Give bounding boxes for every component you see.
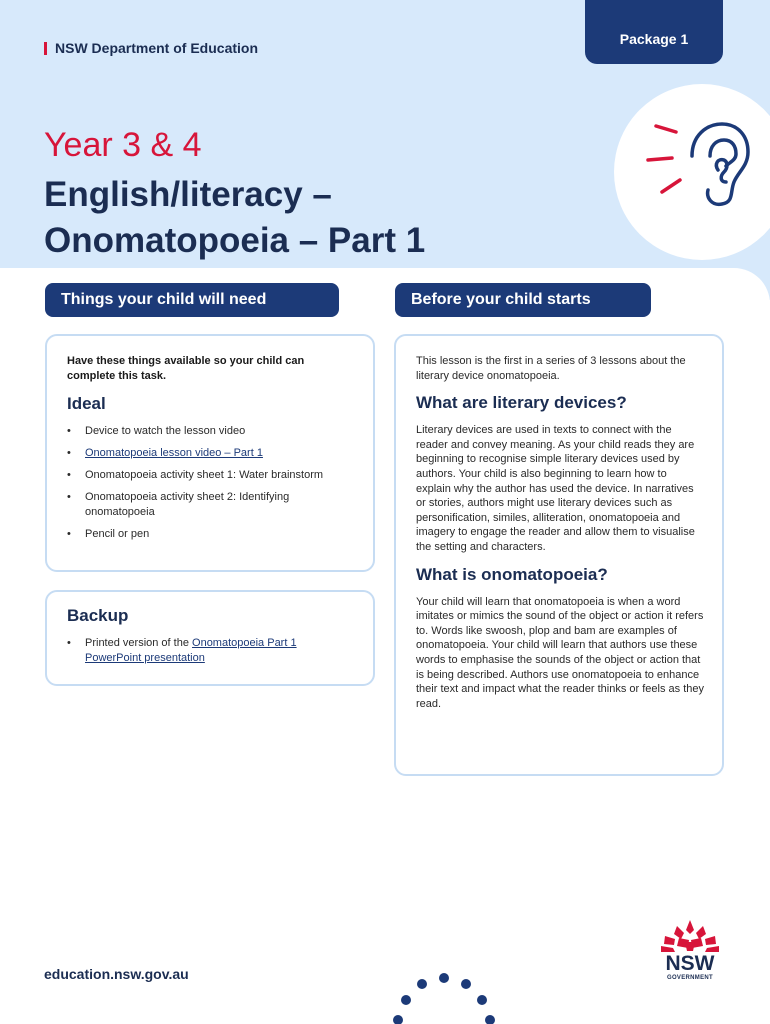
- department-label: [44, 40, 258, 56]
- list-item: [67, 446, 355, 461]
- decorative-dots: [380, 968, 510, 1024]
- red-accent-bar: [44, 42, 47, 55]
- nsw-logo-text: NSW: [665, 952, 715, 975]
- before-start-label: Before your child starts: [411, 291, 591, 308]
- nsw-logo-subtext: GOVERNMENT: [666, 975, 713, 981]
- list-item: • Pencil or pen: [67, 527, 355, 542]
- ideal-list: [67, 424, 355, 542]
- onomatopoeia-text: Your child will learn that onomatopoeia is when a word imitates or mimics the sound of the object or action it refers to. Words like swoosh, plop and bam are examples of onomatopoeia. Your child will learn that authors use these words to emphasise the sounds of the object or action that is being described. Authors use onomatopoeia to enhance their text and impact what the reader thinks or feels as they read.: [416, 595, 704, 710]
- literary-devices-heading: What are literary devices?: [416, 393, 627, 413]
- title-line-2: Onomatopoeia – Part 1: [44, 221, 426, 260]
- before-start-card: [394, 334, 724, 776]
- powerpoint-link[interactable]: Onomatopoeia Part 1 PowerPoint presentation: [85, 637, 297, 664]
- things-needed-heading: [45, 283, 339, 317]
- onomatopoeia-heading: What is onomatopoeia?: [416, 564, 608, 584]
- backup-prefix: Printed version of the: [85, 637, 193, 649]
- package-label: Package 1: [619, 31, 689, 47]
- ideal-card: [45, 334, 375, 572]
- before-start-heading: [395, 283, 651, 317]
- list-item: • Onomatopoeia activity sheet 2: Identifying onomatopoeia: [67, 490, 355, 520]
- lesson-intro: This lesson is the first in a series of 3 lessons about the literary device onomatopoeia.: [416, 355, 686, 382]
- title-line-1: English/literacy –: [44, 175, 332, 214]
- website-link[interactable]: education.nsw.gov.au: [44, 966, 189, 982]
- department-text: NSW Department of Education: [55, 40, 259, 56]
- list-item: • Onomatopoeia activity sheet 1: Water brainstorm: [67, 468, 355, 483]
- package-tab: [585, 0, 723, 64]
- list-item: • Device to watch the lesson video: [67, 424, 355, 439]
- ear-icon: [614, 84, 770, 260]
- lesson-video-link[interactable]: Onomatopoeia lesson video – Part 1: [85, 447, 263, 459]
- list-item: [67, 636, 355, 666]
- literary-devices-text: Literary devices are used in texts to connect with the reader and convey meaning. As your child reads they are beginning to recognise simple literary devices used by authors. Your child is also beginning to learn how to explain why the author has used the device. In narratives or stories, authors might use literary devices such as personification, similes, alliteration, onomatopoeia and imagery to engage the reader and allow them to visualise the setting and characters.: [416, 424, 695, 553]
- ear-badge: [614, 84, 770, 260]
- backup-card: [45, 590, 375, 686]
- ideal-heading: Ideal: [67, 394, 106, 413]
- things-needed-label: Things your child will need: [61, 291, 267, 308]
- backup-list: [67, 636, 355, 666]
- ideal-intro: Have these things available so your child can complete this task.: [67, 355, 305, 382]
- page-title: [44, 172, 604, 264]
- backup-heading: Backup: [67, 606, 129, 625]
- title-year: Year 3 & 4: [44, 126, 202, 164]
